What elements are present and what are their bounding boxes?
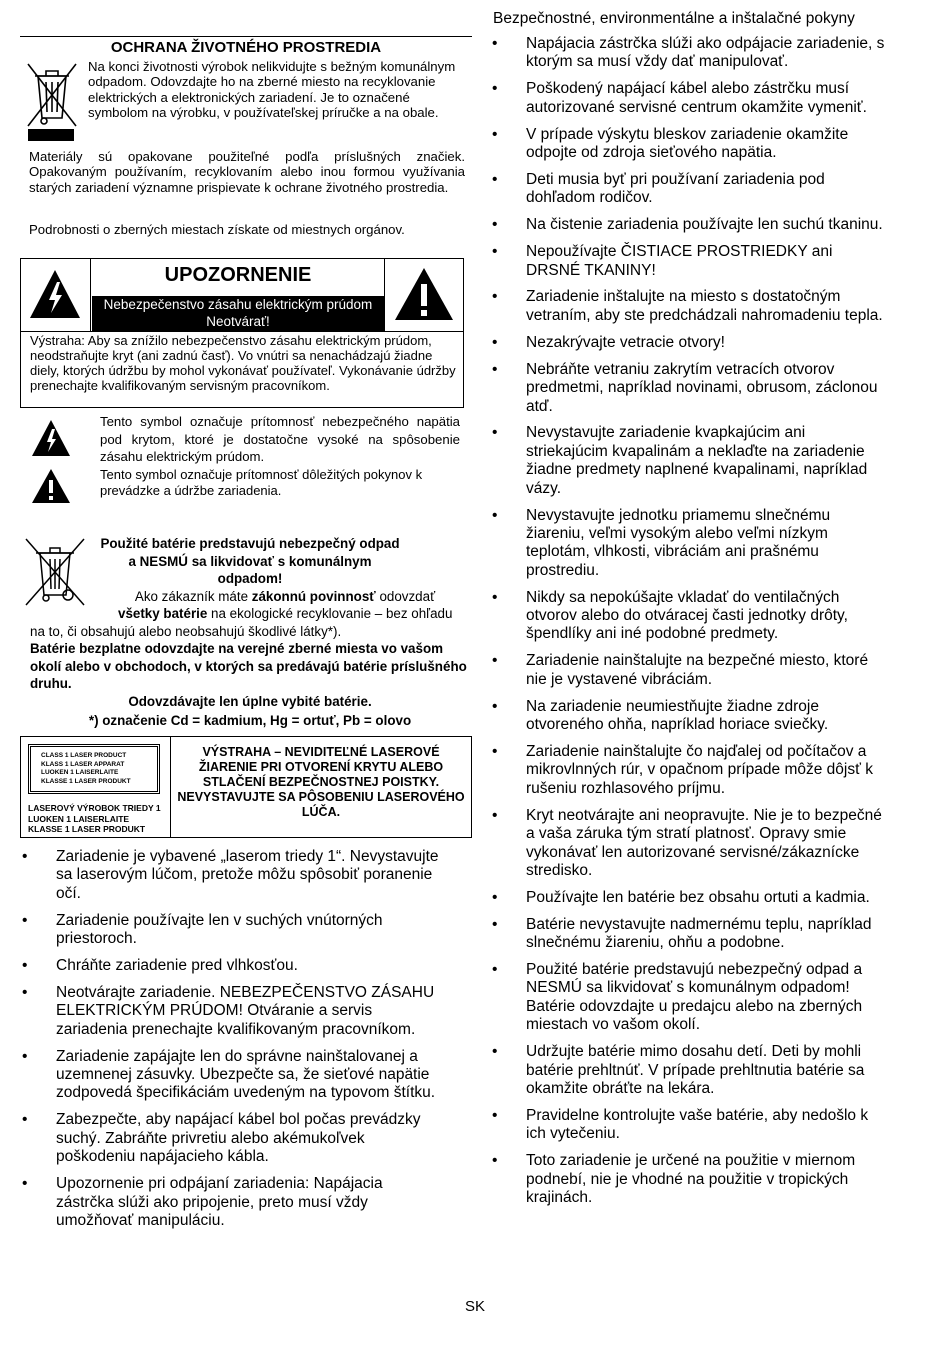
list-item: [20, 984, 440, 1039]
bullet-icon: •: [22, 1047, 28, 1065]
list-item: [490, 424, 885, 498]
list-item: [490, 743, 885, 798]
list-item: [490, 589, 885, 644]
laser-class-label: [28, 744, 160, 794]
bullet-icon: •: [492, 288, 498, 306]
bullet-icon: •: [492, 80, 498, 98]
list-item: [490, 171, 885, 208]
laser-label-line: CLASS 1 LASER PRODUCT: [41, 752, 127, 759]
list-item: [20, 848, 440, 903]
list-item: [490, 889, 885, 907]
battery-duty-a: Ako zákazník máte: [134, 588, 252, 604]
battery-duty-b: zákonnú povinnosť: [251, 588, 376, 604]
bullet-icon: •: [22, 848, 28, 865]
list-item: [20, 1048, 440, 1103]
list-item-text: Nepoužívajte ČISTIACE PROSTRIEDKY ani DRSNÉ TKANINY!: [526, 243, 833, 279]
bullet-icon: •: [22, 1175, 28, 1193]
list-item: [490, 288, 885, 325]
list-item: [490, 1152, 885, 1207]
warning-divider: [20, 331, 464, 332]
laser-warning: VÝSTRAHA – NEVIDITEĽNÉ LASEROVÉ ŽIARENIE PRI OTVORENÍ KRYTU ALEBO STLAČENÍ BEZPEČNOSTNEJ POISTKY. NEVYSTAVUJTE SA PÔSOBENIU LASEROVÉHO LÚČA.: [177, 745, 465, 819]
list-item-text: Zariadenie používajte len v suchých vnútorných priestoroch.: [56, 911, 383, 948]
list-item: [490, 126, 885, 163]
list-item: [490, 80, 885, 117]
list-item-text: Nevystavujte zariadenie kvapkajúcim ani striekajúcim kvapalinám a neklaďte na zariadenie žiadne predmety naplnené kvapalinami, napríklad vázy.: [526, 424, 868, 497]
warning-left-cell: [20, 258, 91, 332]
list-item-text: Zariadenie je vybavené „laserom triedy 1“. Nevystavujte sa laserovým lúčom, pretože môžu spôsobiť poranenie očí.: [56, 848, 439, 902]
list-item-text: Pravidelne kontrolujte vaše batérie, aby nedošlo k ich vytečeniu.: [526, 1106, 869, 1143]
bullet-icon: •: [492, 506, 498, 524]
bullet-icon: •: [492, 1152, 498, 1170]
list-item-text: Zabezpečte, aby napájací kábel bol počas prevádzky suchý. Zabráňte privretiu alebo akémukoľvek poškodeniu napájacieho kábla.: [56, 1111, 421, 1166]
bullet-icon: •: [492, 1043, 498, 1061]
right-bullet-list: [490, 35, 885, 1216]
list-item: [490, 1107, 885, 1144]
bullet-icon: •: [492, 652, 498, 670]
list-item-text: Nevystavujte jednotku priamemu slnečnému žiareniu, veľmi vysokým alebo veľmi nízkym teplotám, vlhkosti, vibráciám ani prašnému prostrediu.: [526, 506, 831, 579]
laser-caption-line: LUOKEN 1 LAISERLAITE: [28, 813, 130, 824]
list-item: [490, 652, 885, 689]
list-item: [490, 807, 885, 881]
weee-bar: [28, 129, 74, 141]
bullet-icon: •: [22, 983, 28, 1001]
laser-label-line: KLASS 1 LASER APPARAT: [41, 760, 125, 768]
list-item-text: Nebráňte vetraniu zakrytím vetracích otvorov predmetmi, napríklad novinami, obrusom, záclonou atď.: [526, 360, 878, 415]
list-item-text: Chráňte zariadenie pred vlhkosťou.: [56, 957, 298, 975]
bullet-icon: •: [492, 1106, 498, 1124]
list-item: [20, 912, 440, 949]
list-item-text: Zariadenie nainštalujte čo najďalej od počítačov a mikrovlnných rúr, v opačnom prípade môže dôjsť k rušeniu rozhlasového príjmu.: [526, 743, 873, 797]
bullet-icon: •: [492, 588, 498, 606]
bullet-icon: •: [22, 957, 28, 975]
exclamation-symbol-text: Tento symbol označuje prítomnosť dôležitých pokynov k prevádzke a údržbe zariadenia.: [100, 467, 423, 498]
bullet-icon: •: [492, 216, 498, 234]
bullet-icon: •: [492, 888, 498, 906]
list-item-text: Na zariadenie neumiestňujte žiadne zdroje otvoreného ohňa, napríklad horiace sviečky.: [526, 697, 829, 734]
list-item-text: Zariadenie inštalujte na miesto s dostatočným vetraním, aby ste predchádzali nahromadeniu tepla.: [526, 288, 883, 324]
left-bullet-list: [20, 848, 440, 1239]
bullet-icon: •: [492, 170, 498, 188]
exclamation-symbol-icon: [30, 467, 72, 505]
lightning-warning-icon: [20, 258, 90, 330]
laser-label-line: LUOKEN 1 LAISERLAITE: [41, 769, 119, 776]
laser-caption: [28, 803, 168, 835]
list-item-text: Na čistenie zariadenia používajte len suchú tkaninu.: [526, 216, 883, 234]
battery-warning: Použité batérie predstavujú nebezpečný odpad a NESMÚ sa likvidovať s komunálnym odpadom!: [100, 536, 400, 586]
laser-caption-line: KLASSE 1 LASER PRODUKT: [28, 824, 146, 834]
list-item: [490, 507, 885, 581]
warning-text: Výstraha: Aby sa znížilo nebezpečenstvo zásahu elektrickým prúdom, neodstraňujte kryt (ani zadnú časť). Vo vnútri sa nenachádzajú žiadne diely, ktorých údržbu by mohol vykonávať používateľ. Vykonávanie údržby prenechajte kvalifikovaným servisným pracovníkom.: [30, 333, 456, 393]
list-item-text: Neotvárajte zariadenie. NEBEZPEČENSTVO ZÁSAHU ELEKTRICKÝM PRÚDOM! Otváranie a servis zariadenia prenechajte kvalifikovaným pracovníkom.: [56, 983, 435, 1038]
bullet-icon: •: [22, 911, 28, 929]
list-item: [20, 1175, 440, 1230]
warning-subtitle: Nebezpečenstvo zásahu elektrickým prúdom Neotvárať!: [92, 296, 384, 331]
bullet-icon: •: [492, 243, 498, 261]
list-item-text: Nezakrývajte vetracie otvory!: [526, 333, 725, 351]
list-item: [20, 957, 440, 975]
list-item: [490, 916, 885, 953]
bullet-icon: •: [492, 806, 498, 824]
list-item-text: Upozornenie pri odpájaní zariadenia: Napájacia zástrčka slúži ako pripojenie, preto musí vždy umožňovať manipuláciu.: [56, 1175, 383, 1229]
list-item-text: Zariadenie zapájajte len do správne nainštalovanej a uzemnenej zásuvky. Ubezpečte sa, že sieťové napätie zodpovedá špecifikáciám uvedeným na typovom štítku.: [56, 1047, 436, 1102]
list-item: [490, 361, 885, 416]
environment-more: Materiály sú opakovane použiteľné podľa príslušných značiek. Opakovaným používaním, recyklovaním alebo inou formou využívania starých zariadení významne prispievate k ochrane životného prostredia.: [29, 149, 465, 195]
list-item: [490, 961, 885, 1035]
crossed-bin-icon: [24, 60, 80, 130]
list-item: [20, 1111, 440, 1166]
battery-duty-line: [30, 588, 470, 606]
list-item-text: Toto zariadenie je určené na použitie v miernom podnebí, nie je vhodné na použitie v tropických krajinách.: [526, 1152, 856, 1207]
laser-label-line: KLASSE 1 LASER PRODUKT: [41, 777, 131, 785]
list-item-text: Batérie nevystavujte nadmernému teplu, napríklad slnečnému žiareniu, ohňu a podobne.: [526, 915, 872, 952]
list-item: [490, 35, 885, 72]
list-item: [490, 243, 885, 280]
bullet-icon: •: [492, 424, 498, 442]
warning-title: UPOZORNENIE: [164, 264, 312, 286]
list-item-text: Použité batérie predstavujú nebezpečný odpad a NESMÚ sa likvidovať s komunálnym odpadom! Batérie odovzdajte u predajcu alebo na zberných miestach vo vašom okolí.: [526, 961, 863, 1034]
list-item-text: Zariadenie nainštalujte na bezpečné miesto, ktoré nie je vystavené vibráciám.: [526, 652, 869, 688]
bullet-icon: •: [492, 125, 498, 143]
warning-right-cell: [384, 258, 464, 332]
battery-section: [30, 535, 470, 730]
laser-caption-line: LASEROVÝ VÝROBOK TRIEDY 1: [28, 803, 161, 813]
bullet-icon: •: [492, 961, 498, 979]
environment-intro: Na konci životnosti výrobok nelikvidujte s bežným komunálnym odpadom. Odovzdajte ho na zberné miesto na recyklovanie elektrických a elektronických zariadení. Je to označené symbolom na výrobku, v používateľskej príručke a na obale.: [88, 59, 456, 120]
list-item-text: Napájacia zástrčka slúži ako odpájacie zariadenie, s ktorým sa musí vždy dať manipulovať.: [526, 35, 885, 71]
battery-recycle-a: všetky batérie: [118, 606, 208, 621]
bullet-icon: •: [492, 35, 498, 52]
bullet-icon: •: [492, 743, 498, 760]
exclamation-warning-icon: [385, 258, 463, 330]
lightning-symbol-icon: [30, 418, 72, 458]
bullet-icon: •: [492, 915, 498, 933]
bullet-icon: •: [492, 333, 498, 351]
battery-recycle-b: na ekologické recyklovanie – bez ohľadu na to, či obsahujú alebo neobsahujú škodlivé látky*).: [30, 606, 453, 639]
list-item-text: Nikdy sa nepokúšajte vkladať do ventilačných otvorov alebo do otváracej časti jednotky drôty, špendlíky ani iné podobné predmety.: [526, 588, 848, 643]
lightning-symbol-text: Tento symbol označuje prítomnosť nebezpečného napätia pod krytom, ktoré je dostatočne vysoké na spôsobenie zásahu elektrickým prúdom.: [100, 414, 460, 464]
list-item-text: Kryt neotvárajte ani neopravujte. Nie je to bezpečné a vaša záruka tým stratí platnosť. Opravy smie vykonávať len autorizované servisné/zákaznícke stredisko.: [526, 806, 882, 879]
list-item-text: V prípade výskytu bleskov zariadenie okamžite odpojte od zdroja sieťového napätia.: [526, 125, 849, 162]
bullet-icon: •: [492, 360, 498, 378]
right-heading: Bezpečnostné, environmentálne a inštalačné pokyny: [493, 10, 855, 27]
list-item: [490, 334, 885, 352]
bullet-icon: •: [22, 1111, 28, 1129]
page-number: SK: [464, 1298, 485, 1315]
list-item: [490, 1043, 885, 1098]
battery-chem-note: *) označenie Cd = kadmium, Hg = ortuť, Pb = olovo: [88, 713, 412, 728]
environment-title: OCHRANA ŽIVOTNÉHO PROSTREDIA: [20, 36, 472, 58]
list-item: [490, 698, 885, 735]
list-item: [490, 216, 885, 234]
laser-divider: [170, 736, 171, 838]
battery-free-return: Batérie bezplatne odovzdajte na verejné zberné miesta vo vašom okolí alebo v obchodoch, v ktorých sa predávajú batérie príslušného druhu.: [30, 641, 467, 691]
list-item-text: Používajte len batérie bez obsahu ortuti a kadmia.: [526, 888, 870, 906]
environment-contact: Podrobnosti o zberných miestach získate od miestnych orgánov.: [29, 222, 405, 237]
battery-empty-only: Odovzdávajte len úplne vybité batérie.: [128, 693, 372, 709]
bullet-icon: •: [492, 697, 498, 715]
battery-recycle-line: [30, 605, 470, 640]
list-item-text: Poškodený napájací kábel alebo zástrčku musí autorizované servisné centrum okamžite vymeniť.: [526, 80, 867, 116]
list-item-text: Udržujte batérie mimo dosahu detí. Deti by mohli batérie prehltnúť. V prípade prehltnutia batérie sa okamžite obráťte na lekára.: [526, 1043, 865, 1097]
battery-duty-c: odovzdať: [375, 588, 436, 604]
list-item-text: Deti musia byť pri používaní zariadenia pod dohľadom rodičov.: [526, 170, 825, 207]
